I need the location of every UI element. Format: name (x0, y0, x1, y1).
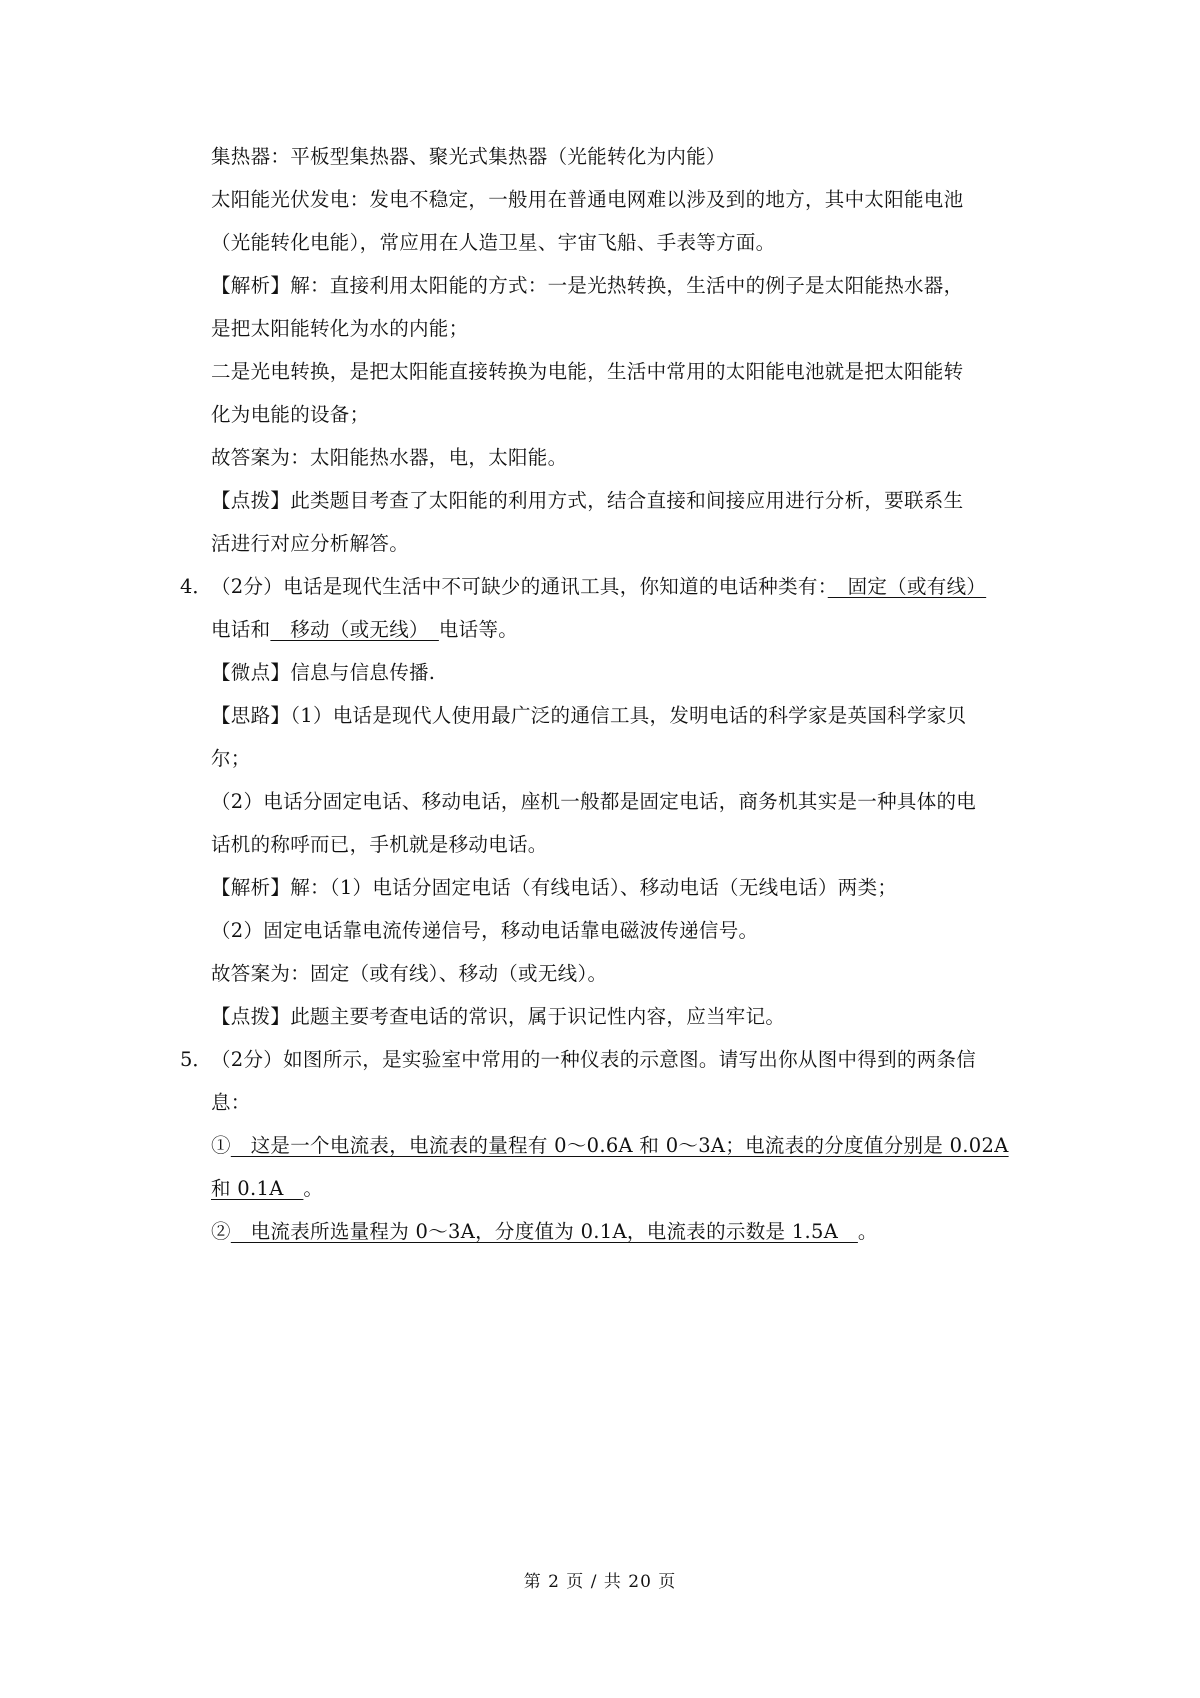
analysis-line: 【解析】解：（1）电话分固定电话（有线电话）、移动电话（无线电话）两类； (211, 876, 898, 899)
idea-line: 话机的称呼而已，手机就是移动电话。 (211, 833, 548, 856)
question-stem: （2分）如图所示，是实验室中常用的一种仪表的示意图。请写出你从图中得到的两条信 (211, 1048, 977, 1071)
analysis-line: （2）固定电话靠电流传递信号，移动电话靠电磁波传递信号。 (211, 919, 759, 942)
answer-item-2 (211, 1217, 1031, 1247)
text-line: 集热器：平板型集热器、聚光式集热器（光能转化为内能） (211, 145, 726, 168)
text-line: （光能转化电能），常应用在人造卫星、宇宙飞船、手表等方面。 (211, 231, 776, 254)
answer-item-1-cont (211, 1174, 1031, 1204)
stem-text: 电话等。 (438, 618, 519, 641)
point-line: 【微点】信息与信息传播. (211, 661, 436, 684)
stem-text: （2分）电话是现代生活中不可缺少的通讯工具，你知道的电话种类有： (211, 575, 828, 598)
item-marker: ① (211, 1134, 231, 1157)
answer-blank: 这是一个电流表，电流表的量程有 0～0.6A 和 0～3A；电流表的分度值分别是 0.02A (230, 1134, 1009, 1157)
answer-line: 故答案为：固定（或有线）、移动（或无线）。 (211, 962, 608, 985)
tip-line: 【点拨】此题主要考查电话的常识，属于识记性内容，应当牢记。 (211, 1005, 786, 1028)
answer-blank: 和 0.1A (211, 1177, 304, 1200)
answer-item-1 (211, 1131, 1031, 1161)
answer-blank: 移动（或无线） (270, 618, 439, 641)
question-number: 4． (180, 575, 212, 598)
idea-line: 尔； (211, 747, 251, 770)
answer-blank: 固定（或有线） (827, 575, 987, 598)
answer-blank: 电流表所选量程为 0～3A，分度值为 0.1A，电流表的示数是 1.5A (230, 1220, 858, 1243)
idea-line: 【思路】（1）电话是现代人使用最广泛的通信工具，发明电话的科学家是英国科学家贝 (211, 704, 967, 727)
item-marker: ② (211, 1220, 231, 1243)
text-line: 活进行对应分析解答。 (211, 532, 410, 555)
text-line: 化为电能的设备； (211, 403, 370, 426)
stem-text: 电话和 (211, 618, 271, 641)
text-line: 太阳能光伏发电：发电不稳定，一般用在普通电网难以涉及到的地方，其中太阳能电池 (211, 188, 964, 211)
question-number: 5． (180, 1048, 212, 1071)
punctuation: 。 (857, 1220, 878, 1243)
question-stem (211, 572, 1031, 602)
question-stem-cont (211, 615, 1031, 645)
idea-line: （2）电话分固定电话、移动电话，座机一般都是固定电话，商务机其实是一种具体的电 (211, 790, 977, 813)
tip-line: 【点拨】此类题目考查了太阳能的利用方式，结合直接和间接应用进行分析，要联系生 (211, 489, 964, 512)
question-stem-cont: 息： (211, 1091, 251, 1114)
text-line: 二是光电转换，是把太阳能直接转换为电能，生活中常用的太阳能电池就是把太阳能转 (211, 360, 964, 383)
analysis-line: 【解析】解：直接利用太阳能的方式：一是光热转换，生活中的例子是太阳能热水器， (211, 274, 964, 297)
answer-line: 故答案为：太阳能热水器，电，太阳能。 (211, 446, 568, 469)
punctuation: 。 (303, 1177, 324, 1200)
page-footer: 第 2 页 / 共 20 页 (523, 1572, 677, 1592)
text-line: 是把太阳能转化为水的内能； (211, 317, 469, 340)
